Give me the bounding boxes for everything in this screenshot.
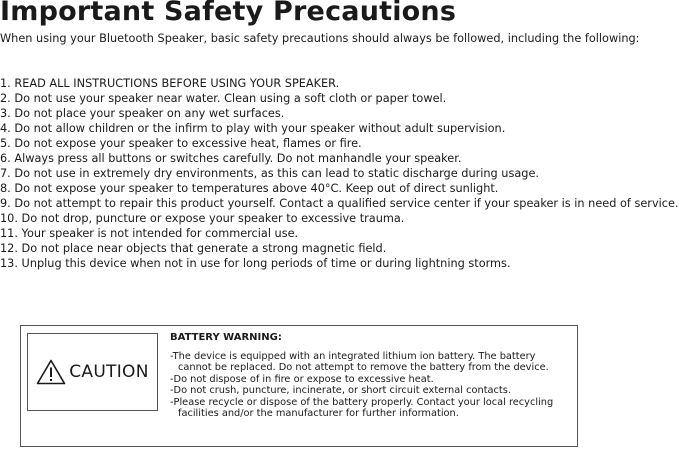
precaution-item: 12. Do not place near objects that generate a strong magnetic field. <box>0 242 387 255</box>
page-title: Important Safety Precautions <box>0 0 457 27</box>
precaution-item: 8. Do not expose your speaker to temperatures above 40°C. Keep out of direct sunlight. <box>0 182 499 195</box>
precaution-item: 2. Do not use your speaker near water. Clean using a soft cloth or paper towel. <box>0 92 447 105</box>
battery-warning-item: -The device is equipped with an integrated lithium ion battery. The battery cannot be replaced. Do not attempt to remove the battery from the device. <box>170 350 549 373</box>
intro-paragraph: When using your Bluetooth Speaker, basic safety precautions should always be followed, including the following: <box>0 32 640 45</box>
battery-warning-item: -Please recycle or dispose of the battery properly. Contact your local recycling facilities and/or the manufacturer for further information. <box>170 396 554 419</box>
battery-warning <box>170 332 570 420</box>
battery-warning-list <box>170 351 570 420</box>
caution-label: CAUTION <box>69 362 149 382</box>
battery-warning-box <box>20 325 578 447</box>
precaution-item: 9. Do not attempt to repair this product yourself. Contact a qualified service center if your speaker is in need of service. <box>0 197 679 210</box>
precaution-item: 6. Always press all buttons or switches carefully. Do not manhandle your speaker. <box>0 152 462 165</box>
precaution-item: 10. Do not drop, puncture or expose your speaker to excessive trauma. <box>0 212 405 225</box>
precaution-item: 1. READ ALL INSTRUCTIONS BEFORE USING YOUR SPEAKER. <box>0 77 340 90</box>
precaution-item: 4. Do not allow children or the infirm to play with your speaker without adult supervision. <box>0 122 506 135</box>
battery-warning-heading: BATTERY WARNING: <box>170 332 282 343</box>
battery-warning-item: -Do not crush, puncture, incinerate, or short circuit external contacts. <box>170 385 511 396</box>
precaution-item: 7. Do not use in extremely dry environments, as this can lead to static discharge during usage. <box>0 167 539 180</box>
precaution-item: 11. Your speaker is not intended for commercial use. <box>0 227 299 240</box>
precaution-item: 5. Do not expose your speaker to excessive heat, flames or fire. <box>0 137 362 150</box>
caution-label-box <box>27 333 158 411</box>
battery-warning-item: -Do not dispose of in fire or expose to excessive heat. <box>170 373 434 385</box>
precaution-item: 3. Do not place your speaker on any wet surfaces. <box>0 107 285 120</box>
precaution-item: 13. Unplug this device when not in use for long periods of time or during lightning storms. <box>0 257 511 270</box>
precautions-list <box>0 76 691 271</box>
warning-triangle-icon <box>36 359 66 385</box>
